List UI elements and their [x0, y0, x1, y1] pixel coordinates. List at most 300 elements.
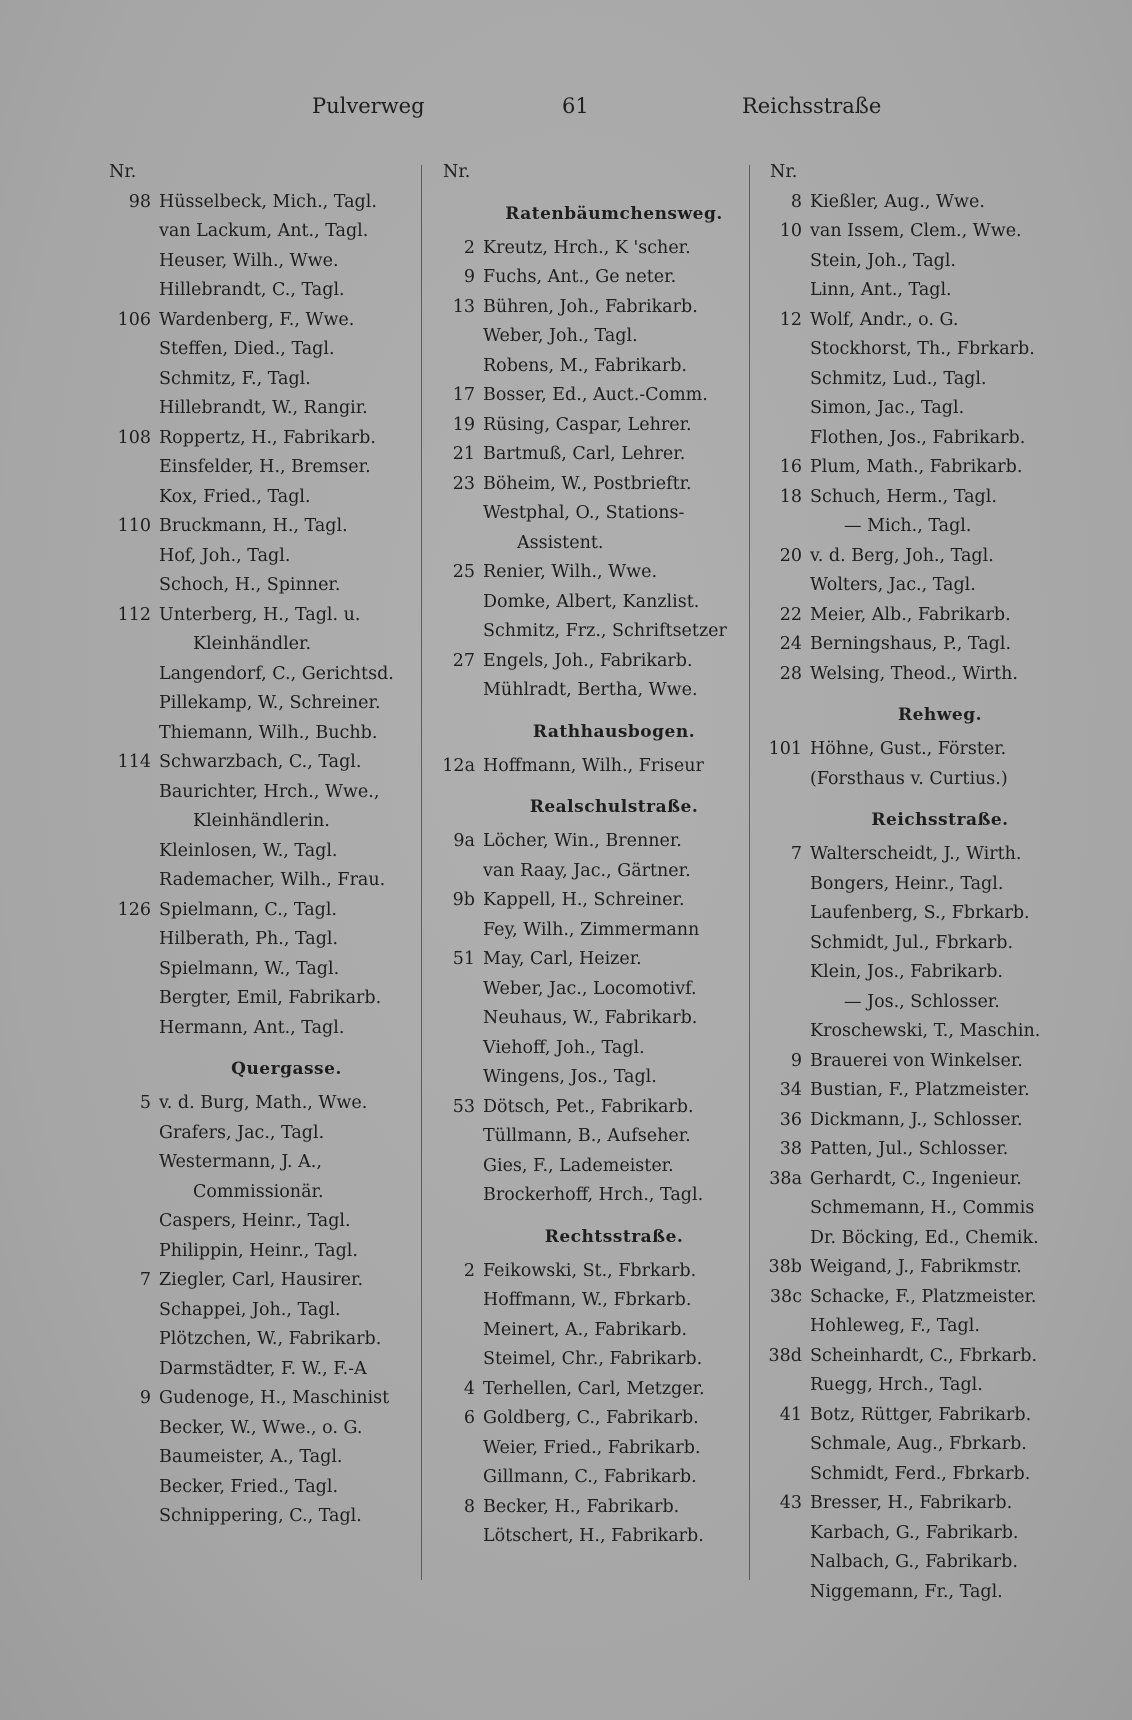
resident-text: Hüsselbeck, Mich., Tagl. — [159, 191, 377, 212]
resident-text: Westphal, O., Stations- — [483, 503, 685, 523]
resident-entry — [159, 247, 414, 277]
resident-text: Weier, Fried., Fabrikarb. — [483, 1437, 701, 1458]
resident-text: Böheim, W., Postbrieftr. — [483, 473, 692, 494]
resident-entry — [159, 925, 414, 955]
resident-text: Kießler, Aug., Wwe. — [810, 191, 985, 212]
resident-entry — [159, 660, 414, 690]
column-3 — [768, 158, 1070, 1607]
house-number: 7 — [139, 1270, 151, 1290]
resident-entry — [779, 1076, 1070, 1106]
house-number: 24 — [779, 634, 802, 654]
house-number: 28 — [779, 663, 802, 684]
house-number: 34 — [779, 1080, 802, 1100]
resident-text: Renier, Wilh., Wwe. — [483, 562, 658, 582]
resident-text: Hilberath, Ph., Tagl. — [159, 929, 339, 949]
resident-text: Hermann, Ant., Tagl. — [159, 1017, 345, 1038]
resident-entry — [790, 188, 1070, 218]
resident-text: Goldberg, C., Fabrikarb. — [483, 1408, 699, 1428]
house-number: 7 — [790, 844, 802, 864]
house-number: 18 — [779, 486, 802, 507]
resident-text: Caspers, Heinr., Tagl. — [159, 1211, 351, 1231]
resident-entry — [463, 1493, 745, 1523]
number-column-label: Nr. — [443, 162, 471, 182]
resident-text: Gies, F., Lademeister. — [483, 1155, 674, 1176]
street-heading: Realschulstraße. — [529, 797, 699, 817]
house-number: 38 — [779, 1139, 802, 1159]
resident-text: Heuser, Wilh., Wwe. — [159, 250, 339, 271]
resident-text: v. d. Berg, Joh., Tagl. — [810, 545, 994, 566]
house-number: 17 — [452, 385, 475, 405]
house-number: 43 — [779, 1493, 802, 1513]
resident-entry — [452, 470, 745, 500]
resident-entry — [128, 188, 414, 218]
resident-text: Gudenoge, H., Maschinist — [159, 1388, 390, 1408]
resident-text: Becker, H., Fabrikarb. — [483, 1496, 680, 1517]
resident-entry — [159, 719, 414, 749]
resident-entry — [768, 1253, 1070, 1283]
resident-entry — [452, 1093, 745, 1123]
house-number: 25 — [452, 562, 475, 582]
resident-entry — [159, 1414, 414, 1444]
house-number: 41 — [779, 1404, 802, 1425]
house-number: 9 — [790, 1050, 802, 1071]
resident-entry — [452, 558, 745, 588]
resident-entry — [810, 512, 1070, 542]
resident-entry — [483, 322, 745, 352]
resident-text: Laufenberg, S., Fbrkarb. — [810, 903, 1030, 923]
resident-entry — [810, 870, 1070, 900]
resident-entry — [483, 676, 745, 706]
resident-text: Schmitz, Lud., Tagl. — [810, 368, 987, 389]
resident-text: Bartmuß, Carl, Lehrer. — [483, 444, 686, 464]
resident-text: Bühren, Joh., Fabrikarb. — [483, 296, 698, 317]
resident-entry — [810, 1312, 1070, 1342]
house-number: 9 — [463, 267, 475, 287]
resident-text: Spielmann, W., Tagl. — [159, 958, 340, 979]
resident-entry — [483, 1345, 745, 1375]
resident-entry — [810, 1430, 1070, 1460]
resident-entry — [117, 601, 414, 631]
resident-text: Hillebrandt, C., Tagl. — [159, 280, 345, 300]
resident-entry — [483, 529, 745, 559]
house-number: 38d — [768, 1345, 802, 1366]
resident-text: Robens, M., Fabrikarb. — [483, 355, 687, 376]
resident-entry — [779, 1135, 1070, 1165]
resident-text: Plum, Math., Fabrikarb. — [810, 457, 1023, 477]
resident-entry — [159, 1178, 414, 1208]
resident-entry — [463, 263, 745, 293]
house-number: 20 — [779, 545, 802, 566]
house-number: 22 — [779, 604, 802, 625]
resident-text: Plötzchen, W., Fabrikarb. — [159, 1329, 382, 1349]
resident-text: Assistent. — [517, 532, 604, 553]
resident-text: Schacke, F., Platzmeister. — [810, 1286, 1037, 1307]
resident-entry — [810, 958, 1070, 988]
resident-entry — [452, 411, 745, 441]
resident-entry — [159, 1207, 414, 1237]
resident-text: Mühlradt, Bertha, Wwe. — [483, 680, 698, 700]
resident-entry — [159, 1148, 414, 1178]
resident-text: Terhellen, Carl, Metzger. — [483, 1378, 705, 1399]
street-heading: Reichsstraße. — [871, 810, 1009, 830]
resident-entry — [810, 929, 1070, 959]
resident-text: Langendorf, C., Gerichtsd. — [159, 663, 394, 684]
house-number: 12 — [779, 309, 802, 330]
resident-entry — [810, 424, 1070, 454]
resident-entry — [483, 857, 745, 887]
resident-entry — [117, 896, 414, 926]
number-column-label: Nr. — [109, 162, 137, 182]
resident-text: Kroschewski, T., Maschin. — [810, 1021, 1041, 1041]
house-number: 4 — [463, 1378, 475, 1399]
resident-entry — [159, 1502, 414, 1532]
resident-entry — [769, 1283, 1070, 1313]
resident-text: Kleinlosen, W., Tagl. — [159, 840, 338, 861]
house-number: 106 — [117, 309, 151, 330]
resident-text: Hillebrandt, W., Rangir. — [159, 398, 368, 418]
resident-entry — [779, 601, 1070, 631]
house-number: 5 — [139, 1093, 151, 1113]
resident-text: Philippin, Heinr., Tagl. — [159, 1240, 358, 1261]
resident-text: Steimel, Chr., Fabrikarb. — [483, 1349, 703, 1369]
resident-text: Schwarzbach, C., Tagl. — [159, 752, 362, 772]
resident-entry — [483, 975, 745, 1005]
resident-entry — [810, 1224, 1070, 1254]
resident-text: Hoffmann, W., Fbrkarb. — [483, 1290, 692, 1310]
resident-entry — [159, 217, 414, 247]
resident-text: Scheinhardt, C., Fbrkarb. — [810, 1345, 1038, 1366]
house-number: 8 — [790, 191, 802, 212]
resident-text: Tüllmann, B., Aufseher. — [483, 1126, 691, 1146]
resident-text: Kappell, H., Schreiner. — [483, 890, 685, 910]
resident-text: Schnippering, C., Tagl. — [159, 1506, 362, 1526]
resident-text: Pillekamp, W., Schreiner. — [159, 693, 381, 713]
house-number: 114 — [117, 752, 151, 772]
resident-text: Löcher, Win., Brenner. — [483, 831, 682, 851]
resident-text: Klein, Jos., Fabrikarb. — [810, 962, 1003, 982]
resident-text: Flothen, Jos., Fabrikarb. — [810, 427, 1026, 448]
resident-entry — [779, 542, 1070, 572]
house-number: 38c — [769, 1286, 802, 1307]
resident-entry — [483, 1286, 745, 1316]
house-number: 13 — [452, 296, 475, 317]
resident-entry — [139, 1384, 414, 1414]
resident-text: Schmemann, H., Commis — [810, 1198, 1035, 1218]
resident-entry — [453, 827, 745, 857]
resident-text: v. d. Burg, Math., Wwe. — [159, 1093, 368, 1113]
house-number: 6 — [463, 1408, 475, 1428]
resident-text: Bruckmann, H., Tagl. — [159, 516, 348, 536]
resident-entry — [483, 352, 745, 382]
resident-text: May, Carl, Heizer. — [483, 949, 642, 969]
resident-entry — [452, 647, 745, 677]
resident-entry — [159, 1119, 414, 1149]
resident-text: Unterberg, H., Tagl. u. — [159, 604, 361, 625]
resident-entry — [810, 276, 1070, 306]
resident-text: Höhne, Gust., Förster. — [810, 739, 1007, 759]
resident-entry — [779, 483, 1070, 513]
resident-text: Fuchs, Ant., Ge neter. — [483, 267, 677, 287]
resident-text: Kleinhändler. — [193, 634, 312, 654]
resident-entry — [810, 1519, 1070, 1549]
resident-text: Schmidt, Ferd., Fbrkarb. — [810, 1463, 1031, 1484]
resident-entry — [159, 335, 414, 365]
resident-text: Meier, Alb., Fabrikarb. — [810, 604, 1011, 625]
house-number: 12a — [442, 755, 475, 776]
resident-entry — [483, 499, 745, 529]
resident-entry — [117, 424, 414, 454]
resident-text: (Forsthaus v. Curtius.) — [810, 768, 1008, 789]
house-number: 23 — [452, 473, 475, 494]
resident-entry — [159, 1473, 414, 1503]
house-number: 38b — [768, 1257, 802, 1277]
resident-entry — [483, 1063, 745, 1093]
resident-text: Meinert, A., Fabrikarb. — [483, 1319, 688, 1340]
resident-entry — [483, 617, 745, 647]
resident-text: Kox, Fried., Tagl. — [159, 486, 311, 507]
resident-entry — [779, 306, 1070, 336]
resident-entry — [159, 1325, 414, 1355]
resident-entry — [159, 276, 414, 306]
resident-text: Roppertz, H., Fabrikarb. — [159, 427, 376, 448]
resident-entry — [139, 1266, 414, 1296]
resident-entry — [452, 945, 745, 975]
resident-entry — [442, 752, 745, 782]
resident-text: Bergter, Emil, Fabrikarb. — [159, 988, 382, 1008]
resident-entry — [159, 837, 414, 867]
street-heading: Quergasse. — [231, 1059, 342, 1079]
house-number: 38a — [769, 1168, 802, 1189]
resident-entry — [483, 1122, 745, 1152]
resident-text: Grafers, Jac., Tagl. — [159, 1122, 325, 1143]
resident-entry — [779, 453, 1070, 483]
resident-entry — [452, 440, 745, 470]
resident-entry — [159, 807, 414, 837]
column-2 — [442, 158, 745, 1552]
resident-text: Schappei, Joh., Tagl. — [159, 1299, 341, 1320]
resident-entry — [810, 899, 1070, 929]
resident-entry — [790, 840, 1070, 870]
house-number: 10 — [779, 221, 802, 241]
resident-text: Welsing, Theod., Wirth. — [810, 663, 1018, 684]
resident-text: — Mich., Tagl. — [844, 516, 972, 536]
resident-text: Kreutz, Hrch., K 'scher. — [483, 237, 691, 258]
resident-text: Bosser, Ed., Auct.-Comm. — [483, 385, 708, 405]
resident-text: Dickmann, J., Schlosser. — [810, 1109, 1023, 1130]
resident-entry — [117, 748, 414, 778]
resident-text: Neuhaus, W., Fabrikarb. — [483, 1008, 698, 1028]
resident-entry — [810, 571, 1070, 601]
resident-text: Feikowski, St., Fbrkarb. — [483, 1260, 697, 1281]
house-number: 2 — [463, 237, 475, 258]
resident-text: Ruegg, Hrch., Tagl. — [810, 1375, 983, 1395]
resident-text: Walterscheidt, J., Wirth. — [810, 844, 1022, 864]
resident-text: Bongers, Heinr., Tagl. — [810, 873, 1004, 894]
resident-text: Viehoff, Joh., Tagl. — [483, 1037, 645, 1058]
resident-text: Hoffmann, Wilh., Friseur — [483, 755, 704, 776]
resident-text: van Raay, Jac., Gärtner. — [483, 860, 691, 881]
resident-text: Becker, W., Wwe., o. G. — [159, 1417, 363, 1438]
house-number: 9b — [452, 890, 475, 910]
resident-text: Wardenberg, F., Wwe. — [159, 309, 355, 330]
house-number: 108 — [117, 427, 151, 448]
house-number: 36 — [779, 1109, 802, 1130]
house-number: 98 — [128, 191, 151, 212]
resident-text: Domke, Albert, Kanzlist. — [483, 591, 700, 612]
resident-entry — [483, 1434, 745, 1464]
resident-text: Schmitz, Frz., Schriftsetzer — [483, 621, 727, 641]
resident-entry — [810, 335, 1070, 365]
resident-text: Wolf, Andr., o. G. — [810, 309, 959, 330]
house-number: 112 — [117, 604, 151, 625]
resident-text: Wingens, Jos., Tagl. — [483, 1067, 657, 1087]
resident-text: Wolters, Jac., Tagl. — [810, 575, 976, 595]
street-heading: Rehweg. — [897, 705, 983, 725]
resident-entry — [483, 1034, 745, 1064]
resident-entry — [159, 778, 414, 808]
resident-entry — [810, 1017, 1070, 1047]
resident-entry — [463, 1375, 745, 1405]
resident-text: Patten, Jul., Schlosser. — [810, 1139, 1009, 1159]
resident-text: Kleinhändlerin. — [193, 811, 330, 831]
resident-entry — [779, 1106, 1070, 1136]
resident-text: Brauerei von Winkelser. — [810, 1050, 1023, 1071]
running-head-left: Pulverweg — [312, 94, 425, 118]
resident-text: Karbach, G., Fabrikarb. — [810, 1522, 1019, 1543]
house-number: 101 — [768, 739, 802, 759]
resident-entry — [779, 1401, 1070, 1431]
resident-text: Dötsch, Pet., Fabrikarb. — [483, 1096, 694, 1117]
house-number: 51 — [452, 949, 475, 969]
resident-entry — [159, 984, 414, 1014]
resident-text: Engels, Joh., Fabrikarb. — [483, 650, 693, 671]
resident-text: Schmitz, F., Tagl. — [159, 368, 311, 389]
resident-text: Weber, Joh., Tagl. — [483, 326, 638, 346]
resident-text: Baumeister, A., Tagl. — [159, 1447, 343, 1467]
resident-entry — [117, 306, 414, 336]
resident-text: Dr. Böcking, Ed., Chemik. — [810, 1227, 1039, 1248]
resident-text: Botz, Rüttger, Fabrikarb. — [810, 1404, 1032, 1425]
street-heading: Rechtsstraße. — [544, 1226, 684, 1247]
house-number: 126 — [117, 899, 151, 920]
resident-text: Brockerhoff, Hrch., Tagl. — [483, 1185, 704, 1205]
resident-entry — [810, 247, 1070, 277]
resident-entry — [159, 1296, 414, 1326]
resident-text: Linn, Ant., Tagl. — [810, 280, 952, 300]
resident-entry — [159, 1443, 414, 1473]
resident-text: Schoch, H., Spinner. — [159, 575, 341, 595]
house-number: 9 — [139, 1388, 151, 1408]
resident-text: Darmstädter, F. W., F.-A — [159, 1358, 367, 1379]
resident-entry — [810, 988, 1070, 1018]
resident-text: Westermann, J. A., — [159, 1152, 322, 1172]
resident-entry — [810, 365, 1070, 395]
house-number: 19 — [452, 414, 475, 435]
resident-text: Thiemann, Wilh., Buchb. — [159, 722, 378, 743]
resident-text: Berningshaus, P., Tagl. — [810, 634, 1012, 654]
resident-entry — [768, 1342, 1070, 1372]
resident-entry — [159, 689, 414, 719]
resident-text: van Lackum, Ant., Tagl. — [159, 221, 369, 241]
resident-entry — [810, 394, 1070, 424]
house-number: 27 — [452, 650, 475, 671]
resident-text: Schmale, Aug., Fbrkarb. — [810, 1434, 1027, 1454]
page-number: 61 — [562, 94, 589, 118]
resident-entry — [452, 886, 745, 916]
resident-entry — [810, 1548, 1070, 1578]
resident-entry — [779, 1489, 1070, 1519]
resident-entry — [768, 735, 1070, 765]
resident-entry — [483, 1522, 745, 1552]
resident-entry — [139, 1089, 414, 1119]
resident-text: Stein, Joh., Tagl. — [810, 250, 956, 271]
resident-text: Einsfelder, H., Bremser. — [159, 457, 371, 477]
resident-entry — [117, 512, 414, 542]
resident-entry — [810, 1460, 1070, 1490]
house-number: 16 — [779, 457, 802, 477]
resident-entry — [159, 483, 414, 513]
resident-entry — [463, 234, 745, 264]
resident-text: Gerhardt, C., Ingenieur. — [810, 1168, 1022, 1189]
house-number: 21 — [452, 444, 475, 464]
resident-text: Steffen, Died., Tagl. — [159, 339, 335, 359]
resident-entry — [159, 453, 414, 483]
resident-entry — [159, 1014, 414, 1044]
resident-text: Gillmann, C., Fabrikarb. — [483, 1467, 697, 1487]
house-number: 9a — [453, 831, 475, 851]
resident-entry — [779, 630, 1070, 660]
resident-text: Nalbach, G., Fabrikarb. — [810, 1552, 1018, 1572]
resident-entry — [452, 293, 745, 323]
resident-text: Weber, Jac., Locomotivf. — [483, 978, 697, 999]
street-heading: Rathhausbogen. — [532, 721, 696, 742]
resident-text: Becker, Fried., Tagl. — [159, 1476, 339, 1497]
resident-entry — [483, 1004, 745, 1034]
resident-entry — [159, 571, 414, 601]
resident-text: Schmidt, Jul., Fbrkarb. — [810, 932, 1014, 953]
resident-text: Niggemann, Fr., Tagl. — [810, 1581, 1003, 1602]
resident-entry — [483, 1463, 745, 1493]
resident-entry — [483, 916, 745, 946]
resident-text: Lötschert, H., Fabrikarb. — [483, 1526, 704, 1546]
resident-text: Bustian, F., Platzmeister. — [810, 1080, 1030, 1100]
resident-entry — [779, 217, 1070, 247]
resident-entry — [810, 1194, 1070, 1224]
house-number: 8 — [463, 1496, 475, 1517]
resident-entry — [159, 630, 414, 660]
resident-entry — [452, 381, 745, 411]
resident-text: Stockhorst, Th., Fbrkarb. — [810, 339, 1035, 359]
resident-entry — [159, 866, 414, 896]
resident-entry — [159, 542, 414, 572]
resident-text: Spielmann, C., Tagl. — [159, 899, 337, 920]
column-1 — [109, 158, 414, 1532]
resident-entry — [790, 1047, 1070, 1077]
column-divider — [749, 165, 750, 1580]
resident-entry — [463, 1404, 745, 1434]
street-heading: Ratenbäumchensweg. — [505, 203, 723, 224]
resident-entry — [159, 1355, 414, 1385]
resident-entry — [483, 1181, 745, 1211]
resident-text: Bresser, H., Fabrikarb. — [810, 1493, 1013, 1513]
resident-entry — [769, 1165, 1070, 1195]
resident-text: Hohleweg, F., Tagl. — [810, 1316, 980, 1336]
running-head-right: Reichsstraße — [742, 94, 882, 118]
resident-text: Fey, Wilh., Zimmermann — [483, 919, 700, 940]
column-divider — [421, 165, 422, 1580]
resident-text: Baurichter, Hrch., Wwe., — [159, 781, 380, 802]
resident-entry — [159, 394, 414, 424]
